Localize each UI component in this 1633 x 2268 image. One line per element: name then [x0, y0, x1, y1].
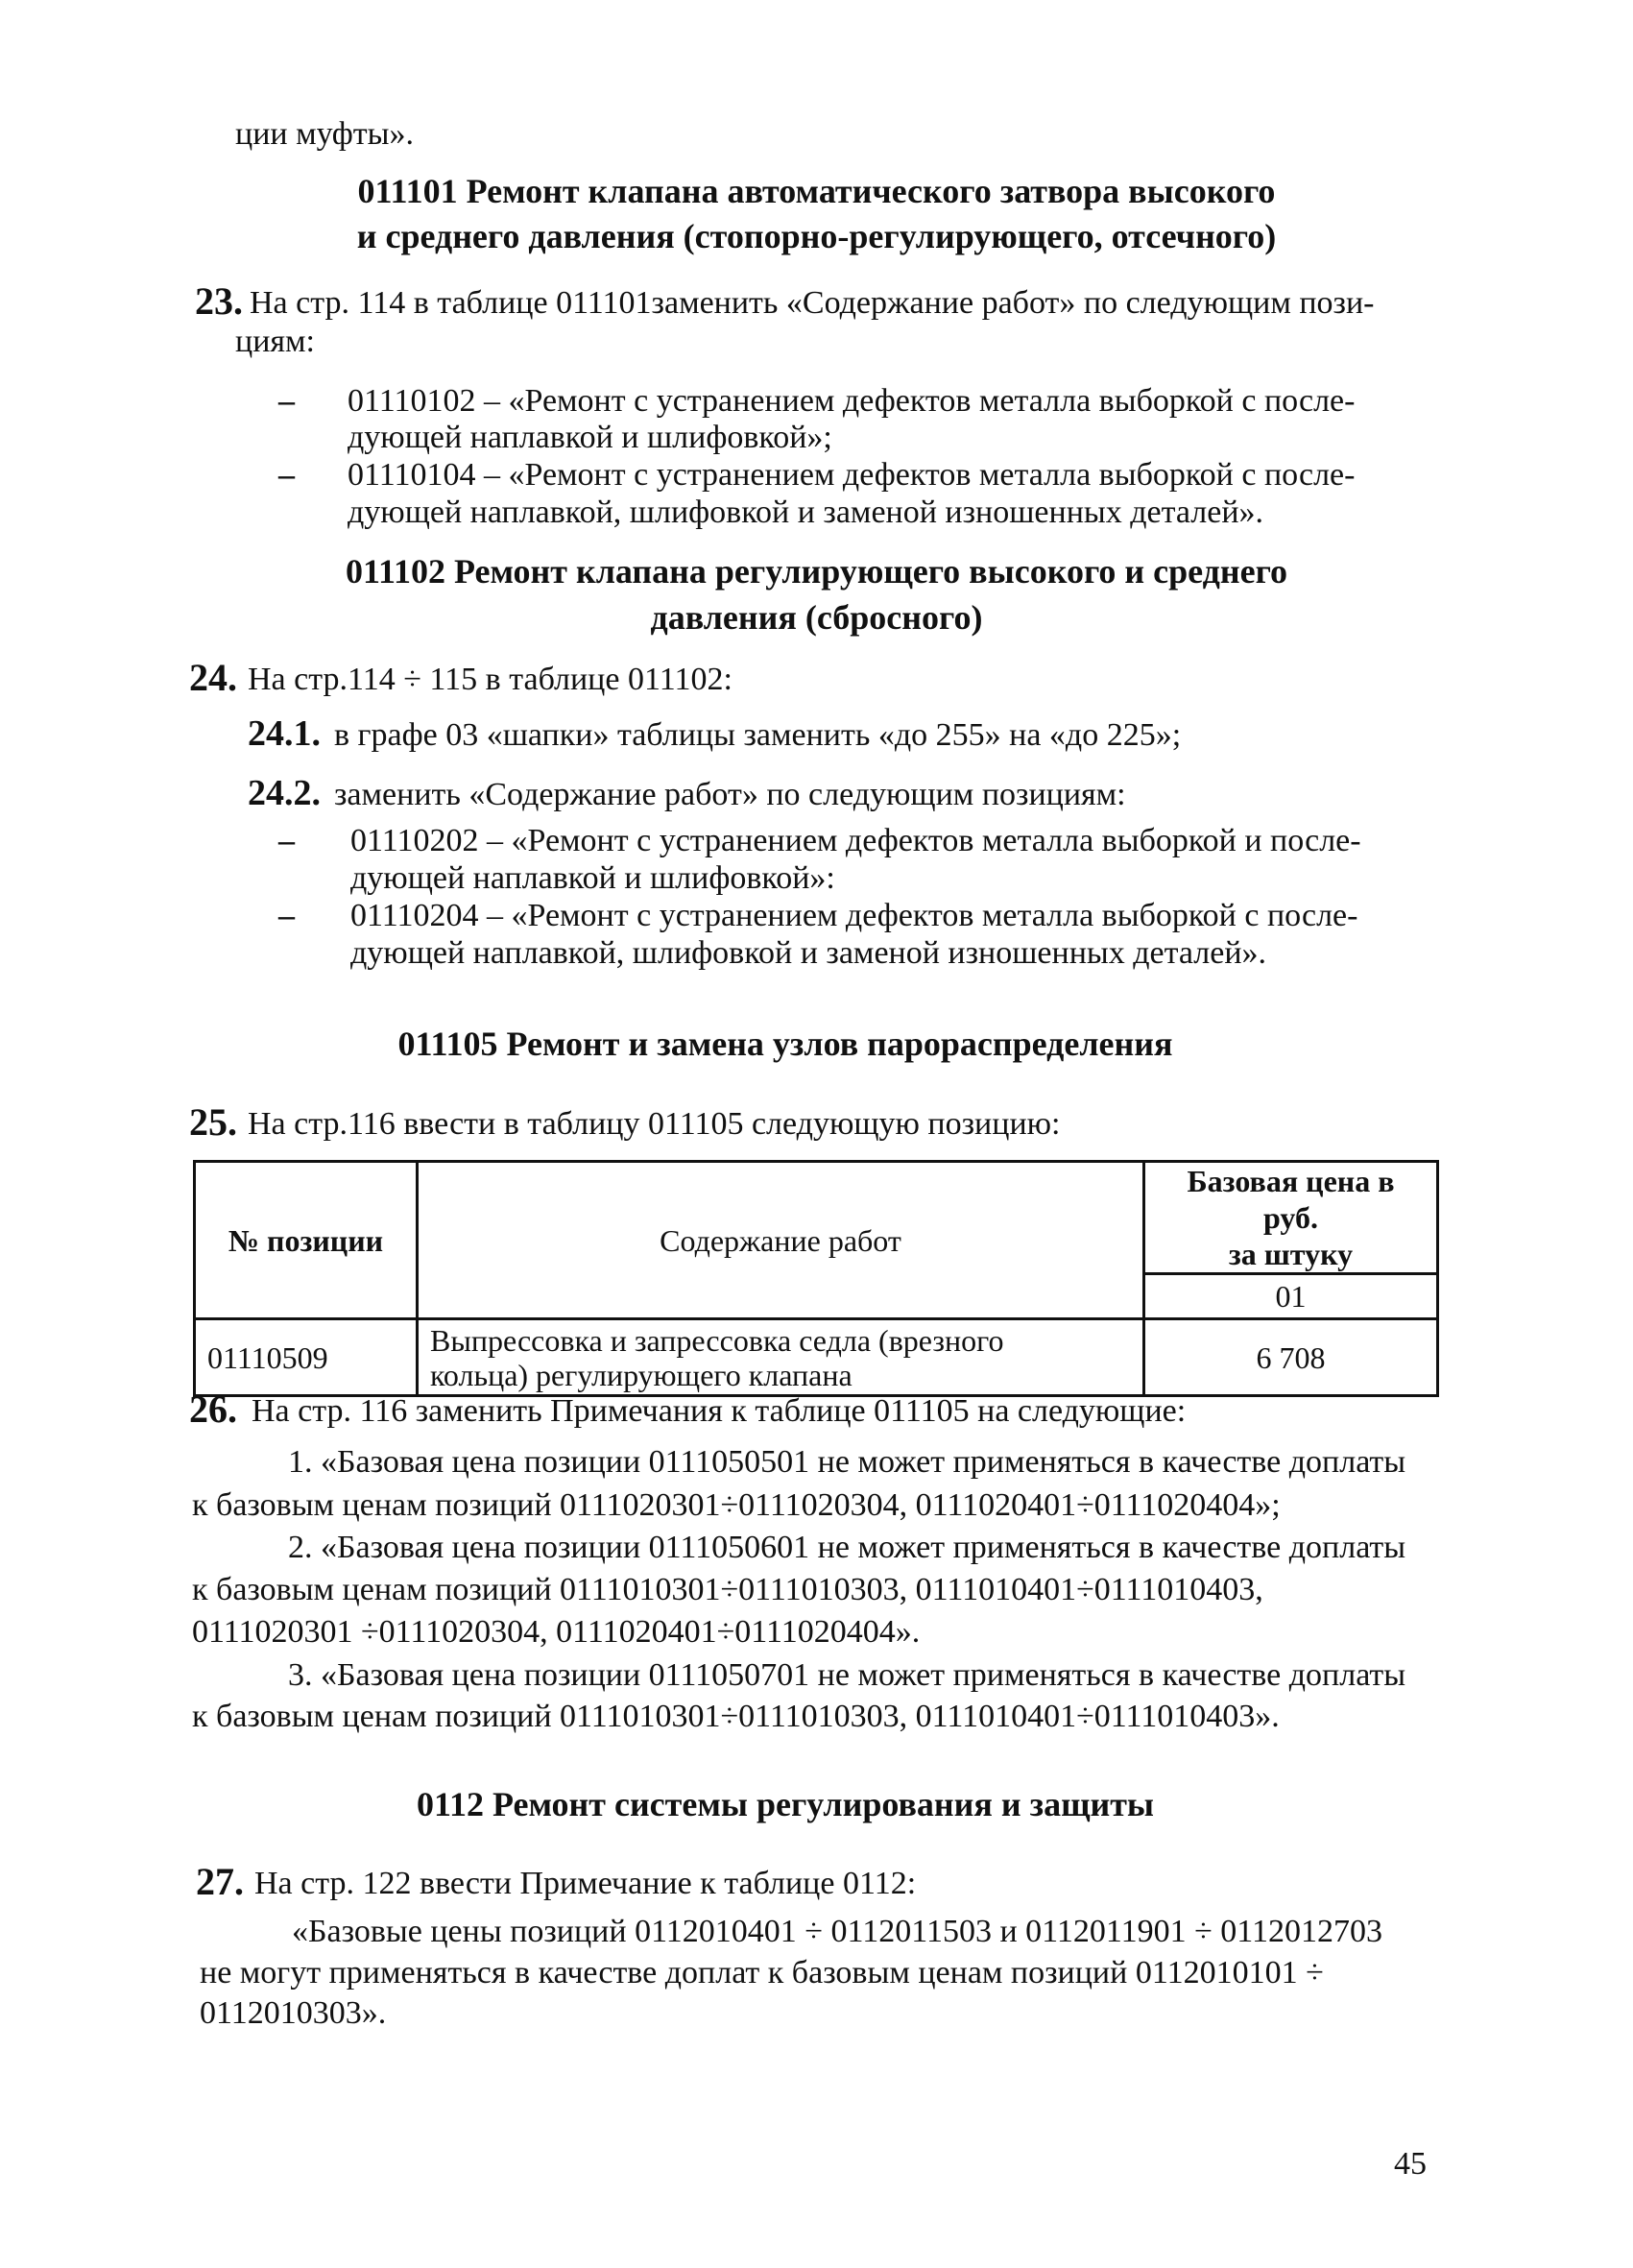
- table-header-position: № позиции: [195, 1162, 418, 1319]
- item-25-text: На стр.116 ввести в таблицу 011105 следующую позицию:: [248, 1106, 1061, 1142]
- section-heading-011105: 011105 Ремонт и замена узлов парораспределения: [397, 1025, 1173, 1063]
- note-1-line2: к базовым ценам позиций 0111020301÷0111020304, 0111020401÷0111020404»;: [192, 1487, 1281, 1523]
- item-24-1-text: в графе 03 «шапки» таблицы заменить «до 255» на «до 225»;: [334, 717, 1182, 753]
- dash-marker: –: [278, 898, 295, 933]
- continuation-text: ции муфты».: [235, 116, 414, 152]
- note-2-line1: 2. «Базовая цена позиции 0111050601 не может применяться в качестве доплаты: [288, 1530, 1406, 1565]
- dash-item-text: дующей наплавкой и шлифовкой»;: [348, 420, 832, 455]
- table-header-price-line1: Базовая цена в руб.: [1187, 1164, 1395, 1235]
- table-cell-position: 01110509: [195, 1319, 418, 1396]
- section-heading-011101-line2: и среднего давления (стопорно-регулирующего, отсечного): [356, 217, 1277, 255]
- item-24-text: На стр.114 ÷ 115 в таблице 011102:: [248, 662, 732, 697]
- dash-marker: –: [278, 383, 295, 419]
- dash-marker: –: [278, 823, 295, 858]
- item-24-2-text: заменить «Содержание работ» по следующим позициям:: [334, 777, 1126, 812]
- dash-item-text: 01110204 – «Ремонт с устранением дефектов металла выборкой с после-: [350, 898, 1358, 933]
- note-1-line1: 1. «Базовая цена позиции 0111050501 не может применяться в качестве доплаты: [288, 1444, 1406, 1480]
- dash-item-text: 01110104 – «Ремонт с устранением дефектов металла выборкой с после-: [348, 457, 1356, 493]
- item-23-text-line1: На стр. 114 в таблице 011101заменить «Содержание работ» по следующим пози-: [250, 285, 1375, 321]
- table-header-content: Содержание работ: [418, 1162, 1144, 1319]
- section-heading-0112: 0112 Ремонт системы регулирования и защиты: [416, 1785, 1155, 1823]
- dash-marker: –: [278, 457, 295, 493]
- section-heading-011101-line1: 011101 Ремонт клапана автоматического затвора высокого: [357, 172, 1276, 210]
- table-header-price: [1144, 1162, 1438, 1274]
- item-number-26: 26.: [189, 1387, 237, 1431]
- quote-line3: 0112010303».: [200, 1995, 387, 2031]
- item-number-27: 27.: [196, 1860, 244, 1903]
- note-2-line3: 0111020301 ÷0111020304, 0111020401÷0111020404».: [192, 1614, 921, 1650]
- table-row: [195, 1319, 1438, 1396]
- quote-line2: не могут применяться в качестве доплат к базовым ценам позиций 0112010101 ÷: [200, 1955, 1324, 1991]
- page-number: 45: [1394, 2146, 1427, 2182]
- item-23-text-line2: циям:: [235, 324, 315, 359]
- table-header-price-line2: за штуку: [1228, 1237, 1354, 1271]
- quote-line1: «Базовые цены позиций 0112010401 ÷ 0112011503 и 0112011901 ÷ 0112012703: [292, 1914, 1383, 1949]
- item-number-24-2: 24.2.: [248, 773, 321, 813]
- table-cell-content-line1: Выпрессовка и запрессовка седла (врезного: [430, 1322, 1004, 1358]
- section-heading-011102-line1: 011102 Ремонт клапана регулирующего высокого и среднего: [345, 552, 1288, 591]
- note-3-line1: 3. «Базовая цена позиции 0111050701 не может применяться в качестве доплаты: [288, 1657, 1406, 1693]
- note-2-line2: к базовым ценам позиций 0111010301÷0111010303, 0111010401÷0111010403,: [192, 1572, 1263, 1607]
- table-cell-content-line2: кольца) регулирующего клапана: [430, 1357, 853, 1392]
- table-cell-price: 6 708: [1144, 1319, 1438, 1396]
- table-cell-content: [418, 1319, 1144, 1396]
- item-number-24: 24.: [189, 656, 237, 699]
- dash-item-text: дующей наплавкой, шлифовкой и заменой изношенных деталей».: [348, 495, 1264, 530]
- dash-item-text: дующей наплавкой, шлифовкой и заменой изношенных деталей».: [350, 935, 1267, 971]
- note-3-line2: к базовым ценам позиций 0111010301÷0111010303, 0111010401÷0111010403».: [192, 1699, 1280, 1734]
- item-27-text: На стр. 122 ввести Примечание к таблице 0112:: [254, 1866, 917, 1901]
- dash-item-text: 01110202 – «Ремонт с устранением дефектов металла выборкой и после-: [350, 823, 1361, 858]
- item-26-text: На стр. 116 заменить Примечания к таблице 011105 на следующие:: [252, 1393, 1187, 1429]
- dash-item-text: дующей наплавкой и шлифовкой»:: [350, 860, 835, 896]
- table-header-col-01: 01: [1144, 1274, 1438, 1319]
- table-011105: [193, 1160, 1439, 1397]
- dash-item-text: 01110102 – «Ремонт с устранением дефектов металла выборкой с после-: [348, 383, 1356, 419]
- section-heading-011102-line2: давления (сбросного): [650, 598, 983, 637]
- item-number-25: 25.: [189, 1100, 237, 1144]
- item-number-23: 23.: [195, 279, 243, 323]
- item-number-24-1: 24.1.: [248, 713, 321, 754]
